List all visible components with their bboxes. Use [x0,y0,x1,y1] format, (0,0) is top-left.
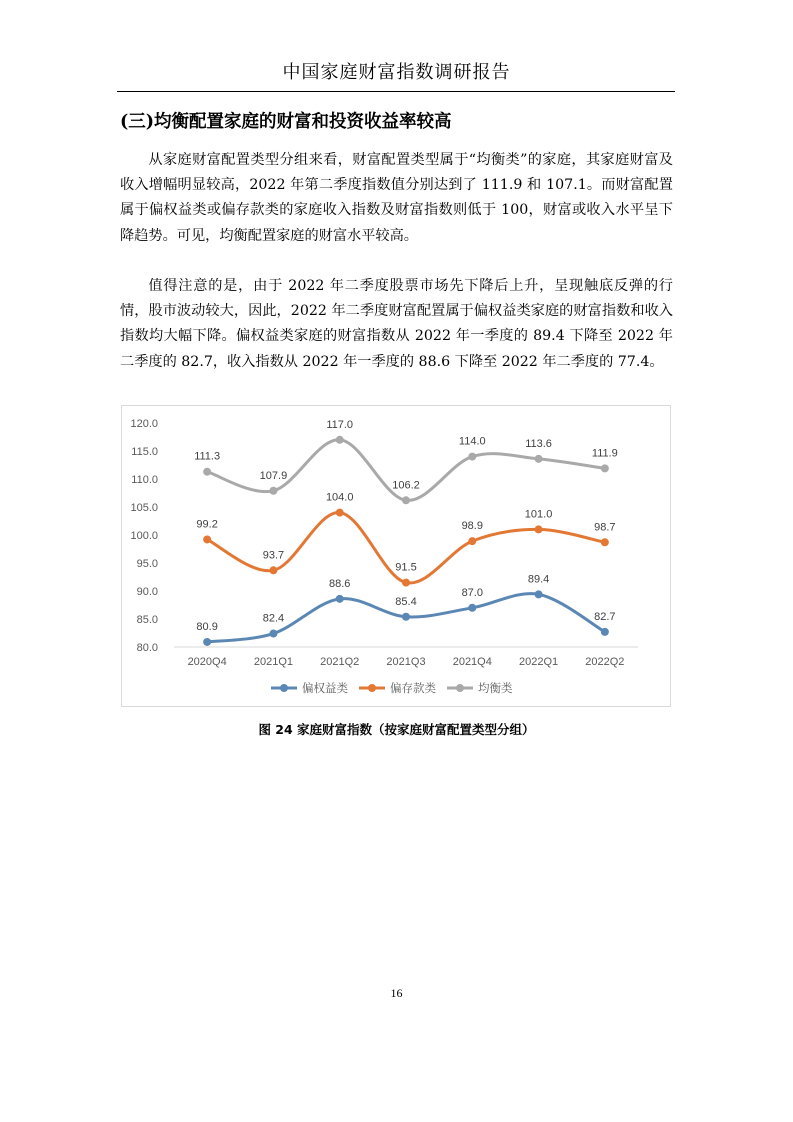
chart-container [121,405,671,707]
data-point [535,525,543,533]
data-label: 82.7 [594,610,616,623]
data-point [269,566,277,574]
y-tick-label: 100.0 [130,530,158,542]
legend-marker [456,684,464,692]
x-tick-label: 2021Q1 [253,656,294,668]
data-point [402,613,410,621]
data-label: 117.0 [326,418,354,431]
data-point [601,628,609,636]
x-tick-label: 2021Q2 [320,656,360,668]
data-label: 114.0 [458,435,486,448]
data-point [336,436,344,444]
x-tick-label: 2020Q4 [187,656,227,668]
legend-label: 均衡类 [478,683,513,695]
figure-caption: 图 24 家庭财富指数（按家庭财富配置类型分组） [258,722,535,737]
y-tick-label: 105.0 [130,502,158,514]
legend-label: 偏存款类 [390,683,436,695]
data-label: 101.0 [524,508,553,521]
data-label: 107.9 [259,469,288,482]
data-label: 104.0 [325,491,354,504]
x-tick-label: 2022Q1 [518,656,559,668]
data-label: 82.4 [262,612,285,625]
y-tick-label: 85.0 [136,614,158,626]
header-rule [117,91,675,92]
data-point [336,595,344,603]
y-tick-label: 80.0 [136,642,158,654]
section-heading: (三)均衡配置家庭的财富和投资收益率较高 [120,112,452,132]
data-label: 98.7 [594,521,616,534]
data-label: 111.3 [194,450,221,463]
data-point [402,579,410,587]
legend-label: 偏权益类 [302,683,348,695]
data-point [535,590,543,598]
y-tick-label: 120.0 [130,418,158,430]
running-header: 中国家庭财富指数调研报告 [282,62,511,83]
y-tick-label: 115.0 [131,446,158,458]
body-paragraph-2: 值得注意的是，由于 2022 年二季度股票市场先下降后上升，呈现触底反弹的行情，股市波动较大，因此，2022 年二季度财富配置属于偏权益类家庭的财富指数和收入指数均大幅下降。偏权益类家庭的财富指数从 2022 年一季度的 89.4 下降至 2022 年二季度的 82.7，收入指数从 2022 年一季度的 88.6 下降至 2022 年二季度的 77.4。 [120,278,673,370]
data-label: 99.2 [196,518,218,531]
line-chart [122,406,672,708]
data-point [535,455,543,463]
data-point [336,509,344,517]
y-tick-label: 90.0 [136,586,158,598]
x-tick-label: 2021Q3 [386,656,426,668]
data-point [269,487,277,495]
data-label: 89.4 [527,573,550,586]
legend-marker [280,684,288,692]
data-label: 111.9 [591,447,618,460]
data-point [203,468,211,476]
body-paragraph-1: 从家庭财富配置类型分组来看，财富配置类型属于“均衡类”的家庭，其家庭财富及收入增幅明显较高，2022 年第二季度指数值分别达到了 111.9 和 107.1。而财富配置属于偏权益类或偏存款类的家庭收入指数及财富指数则低于 100，财富或收入水平呈下降趋势。可见，均衡配置家庭的财富水平较高。 [120,152,673,244]
data-point [468,453,476,461]
data-label: 98.9 [461,520,483,533]
data-point [601,464,609,472]
data-point [203,535,211,543]
y-tick-label: 95.0 [136,558,158,570]
data-label: 88.6 [329,577,351,590]
page-number: 16 [390,986,403,1000]
x-tick-label: 2022Q2 [585,656,625,668]
data-point [468,537,476,545]
data-label: 113.6 [525,437,552,450]
data-label: 80.9 [196,620,218,633]
data-label: 87.0 [461,586,483,599]
data-point [203,638,211,646]
y-tick-label: 110.0 [131,474,158,486]
data-point [601,538,609,546]
x-tick-label: 2021Q4 [452,656,492,668]
data-label: 106.2 [392,479,420,492]
data-point [402,496,410,504]
data-label: 93.7 [262,549,285,562]
data-label: 85.4 [395,595,417,608]
data-point [269,630,277,638]
data-label: 91.5 [395,561,417,574]
data-point [468,604,476,612]
legend-marker [368,684,376,692]
